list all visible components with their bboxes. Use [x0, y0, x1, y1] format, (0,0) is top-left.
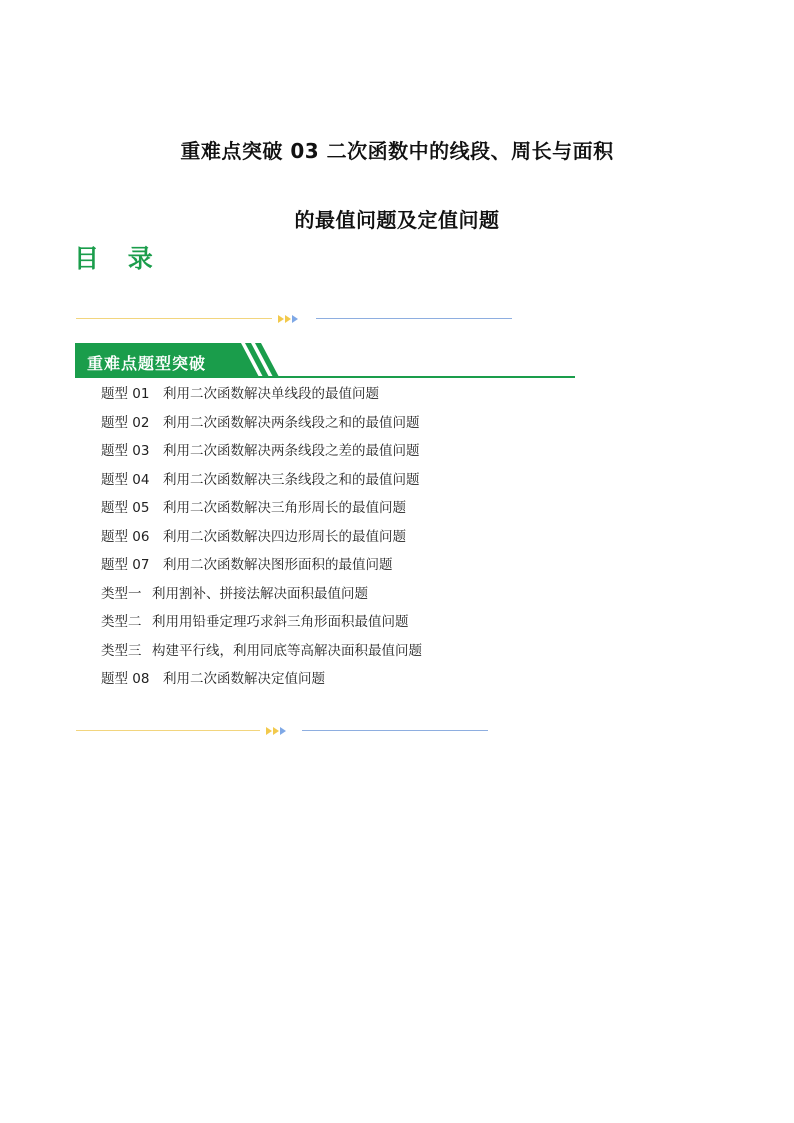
divider-line-left [76, 730, 260, 731]
toc-item[interactable] [101, 526, 422, 555]
toc-item-text: 利用二次函数解决定值问题 [163, 671, 325, 687]
toc-item-text: 利用二次函数解决图形面积的最值问题 [163, 557, 393, 573]
divider-line-right [316, 318, 512, 319]
toc-item-text: 利用割补、拼接法解决面积最值问题 [152, 585, 368, 602]
toc-item[interactable] [101, 497, 422, 526]
triple-arrow-icon [278, 315, 300, 323]
toc-subitem[interactable] [101, 583, 422, 612]
toc-item-text: 利用二次函数解决单线段的最值问题 [163, 386, 379, 402]
toc-item-text: 利用二次函数解决两条线段之和的最值问题 [163, 414, 420, 431]
toc-list [101, 383, 422, 697]
toc-subitem[interactable] [101, 611, 422, 640]
toc-item-label: 类型一 [101, 585, 142, 602]
toc-item-label: 题型 05 [101, 500, 150, 516]
toc-item-text: 利用二次函数解决三角形周长的最值问题 [163, 500, 406, 516]
toc-item-label: 题型 04 [101, 471, 150, 488]
section-title: 重难点题型突破 [87, 354, 207, 373]
toc-item-text: 利用用铅垂定理巧求斜三角形面积最值问题 [152, 614, 409, 630]
toc-heading: 目 录 [74, 244, 163, 273]
triple-arrow-icon [266, 727, 288, 735]
toc-item-label: 题型 06 [101, 528, 150, 545]
toc-item[interactable] [101, 668, 422, 697]
toc-item-text: 利用二次函数解决三条线段之和的最值问题 [163, 471, 420, 488]
document-title-line-1: 重难点突破 03 二次函数中的线段、周长与面积 [180, 139, 614, 163]
toc-item[interactable] [101, 440, 422, 469]
toc-item[interactable] [101, 469, 422, 498]
divider-top [76, 315, 516, 323]
document-title-line-2: 的最值问题及定值问题 [294, 208, 500, 232]
toc-item[interactable] [101, 383, 422, 412]
toc-item-label: 题型 03 [101, 443, 150, 459]
toc-item-label: 题型 08 [101, 671, 150, 687]
toc-item-text: 利用二次函数解决四边形周长的最值问题 [163, 528, 406, 545]
toc-item-label: 类型三 [101, 642, 142, 659]
toc-item-label: 题型 01 [101, 386, 150, 402]
divider-line-right [302, 730, 488, 731]
toc-subitem[interactable] [101, 640, 422, 669]
toc-item-text: 利用二次函数解决两条线段之差的最值问题 [163, 443, 420, 459]
divider-bottom [76, 727, 491, 735]
toc-item-label: 题型 07 [101, 557, 150, 573]
toc-item[interactable] [101, 412, 422, 441]
section-banner [75, 343, 575, 379]
toc-item-label: 题型 02 [101, 414, 150, 431]
toc-item-label: 类型二 [101, 614, 142, 630]
toc-item[interactable] [101, 554, 422, 583]
toc-item-text: 构建平行线，利用同底等高解决面积最值问题 [152, 642, 422, 659]
divider-line-left [76, 318, 272, 319]
